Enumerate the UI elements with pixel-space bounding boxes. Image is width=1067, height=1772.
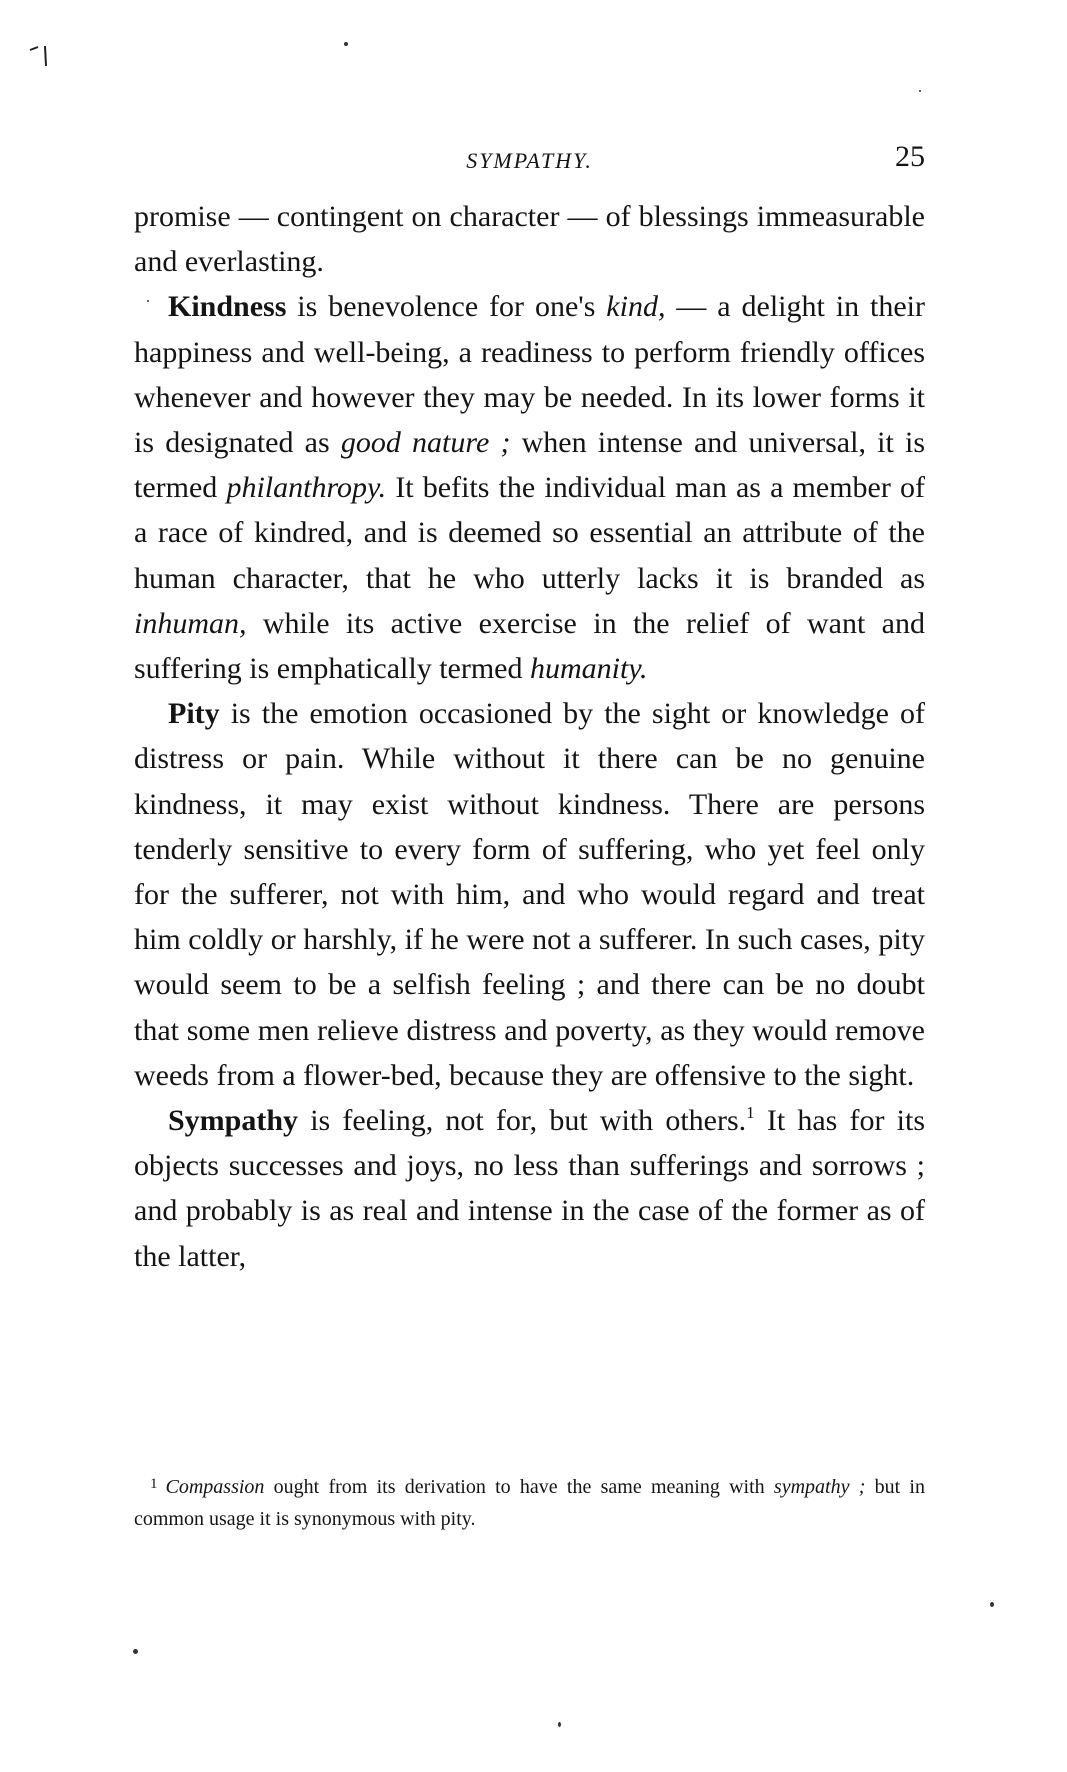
emphasis-philanthropy: philanthropy. xyxy=(226,471,387,505)
print-speck xyxy=(919,90,921,92)
term-pity: Pity xyxy=(168,697,220,731)
term-kindness: Kindness xyxy=(168,290,287,324)
body-text xyxy=(134,194,925,1279)
footnote: $^1$ Compassion ought from its derivation to have the same meaning with sympathy ; but in common usage it is synonymous with pity. xyxy=(134,1476,925,1530)
paragraph-kindness: Kindness is benevolence for one's kind, — a delight in their happiness and well-being, a readiness to perform friendly offices whenever and however they may be needed. In its lower forms it is designated as good nature ; when intense and universal, it is termed philanthropy. It befits the individual man as a member of a race of kindred, and is deemed so essential an attribute of the human character, that he who utterly lacks it is branded as inhuman, while its active exercise in the relief of want and suffering is emphatically termed humanity. xyxy=(134,290,926,686)
paragraph-1: promise — contingent on character — of blessings immeasurable and everlasting. xyxy=(134,200,925,279)
print-speck xyxy=(344,42,348,46)
print-speck xyxy=(558,1722,561,1727)
margin-mark-icon xyxy=(28,42,50,68)
paragraph-sympathy: Sympathy is feeling, not for, but with others.$^1$ It has for its objects successes and joys, no less than sufferings and sorrows ; and probably is as real and intense in the case of the former as of the latter, xyxy=(134,1103,926,1273)
running-title: SYMPATHY. xyxy=(466,148,593,173)
term-sympathy: Sympathy xyxy=(168,1104,299,1138)
paragraph-pity: Pity is the emotion occasioned by the sight or knowledge of distress or pain. While without it there can be no genuine kindness, it may exist without kindness. There are persons tenderly sensitive to every form of suffering, who yet feel only for the sufferer, not with him, and who would regard and treat him coldly or harshly, if he were not a sufferer. In such cases, pity would seem to be a selfish feeling ; and there can be no doubt that some men relieve distress and poverty, as they would remove weeds from a flower-bed, because they are offensive to the sight. xyxy=(134,697,925,1092)
print-speck xyxy=(133,1649,138,1654)
emphasis-kind: kind, xyxy=(606,290,666,324)
emphasis-good-nature: good nature ; xyxy=(340,426,511,460)
emphasis-inhuman: inhuman, xyxy=(134,606,247,640)
footnote-reference: 1 xyxy=(746,1103,755,1123)
footnote-term-sympathy: sympathy ; xyxy=(773,1476,866,1498)
page-header xyxy=(134,140,925,180)
footnote-marker: 1 xyxy=(150,1476,158,1492)
page-number: 25 xyxy=(895,140,925,173)
footnote-term-compassion: Compassion xyxy=(165,1476,265,1498)
print-speck xyxy=(990,1602,994,1607)
emphasis-humanity: humanity. xyxy=(530,652,648,686)
print-speck xyxy=(147,300,149,302)
